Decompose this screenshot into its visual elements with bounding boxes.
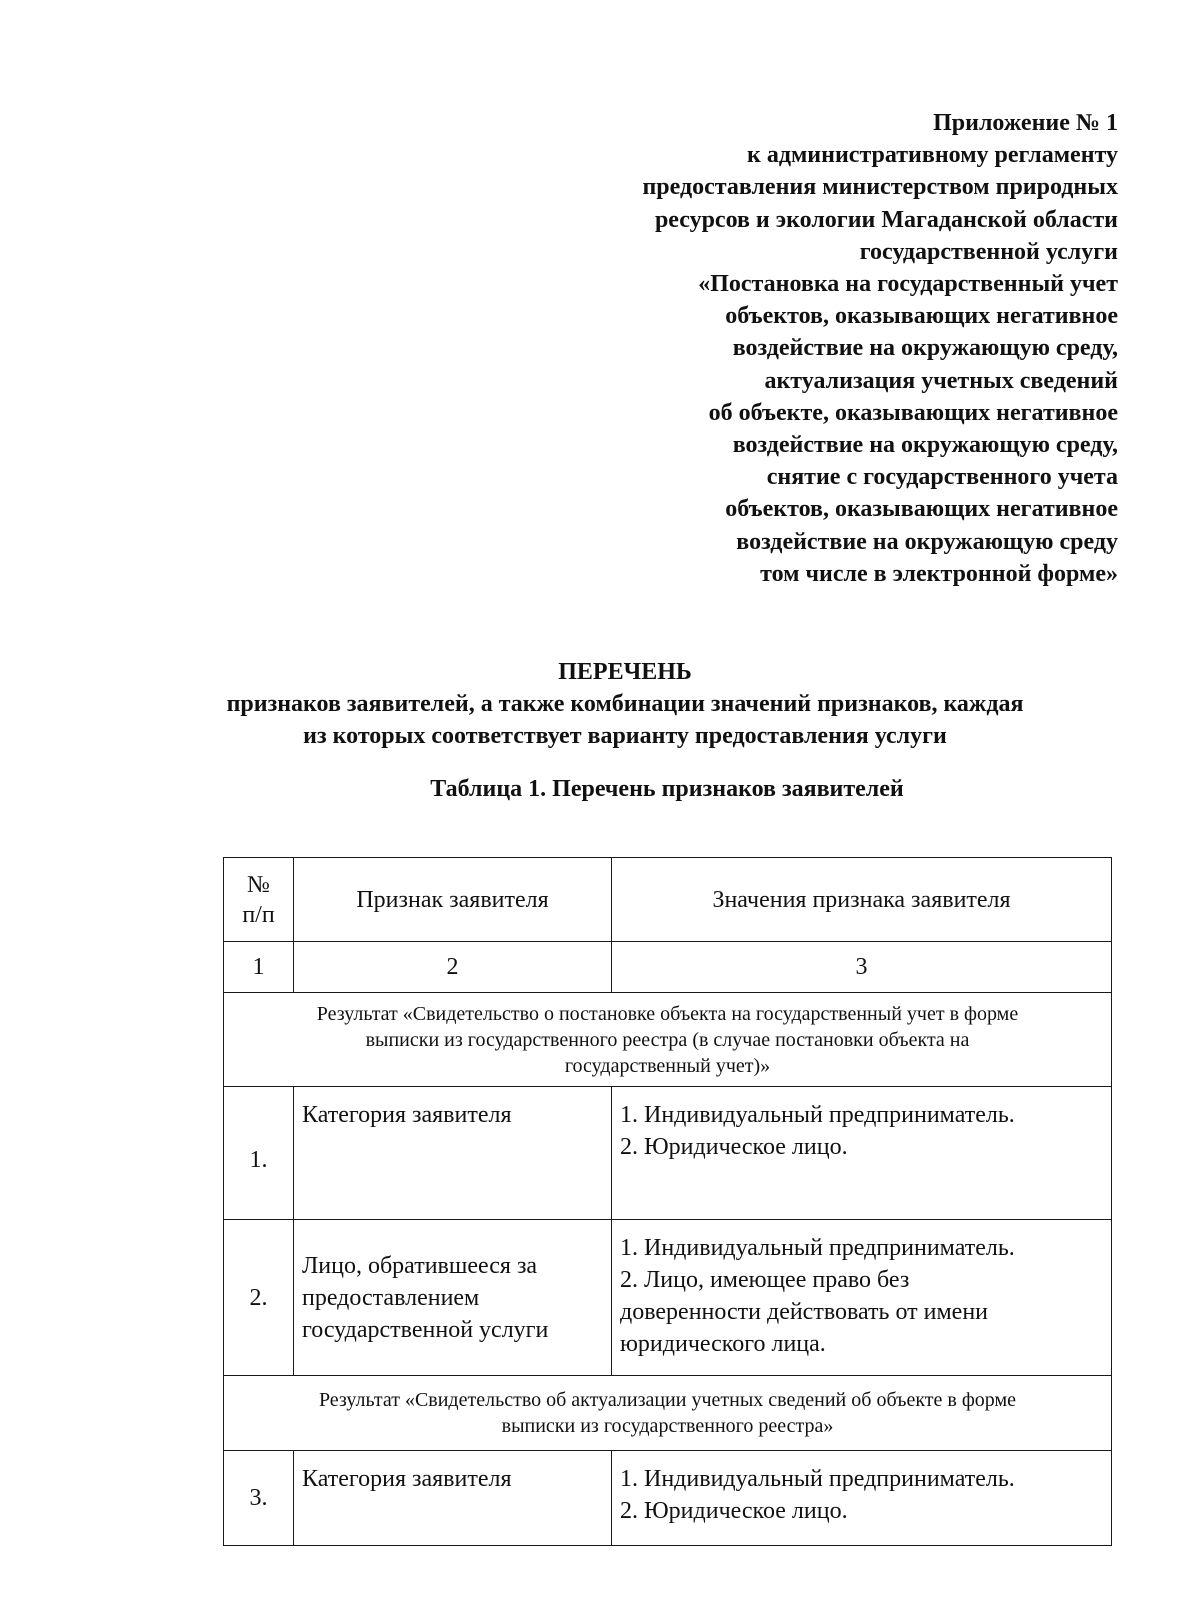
document-heading: [200, 656, 1050, 752]
table-header-row: [224, 858, 1112, 942]
appendix-line: объектов, оказывающих негативное: [725, 496, 1118, 523]
row-number: 1.: [224, 1087, 294, 1220]
row-values: 1. Индивидуальный предприниматель. 2. Юридическое лицо.: [612, 1451, 1112, 1546]
appendix-line: «Постановка на государственный учет: [698, 271, 1118, 298]
column-number-row: [224, 942, 1112, 993]
table-caption: Таблица 1. Перечень признаков заявителей: [430, 776, 904, 802]
column-number-cell: 1: [224, 942, 294, 993]
table-row: [224, 1220, 1112, 1376]
row-number: 2.: [224, 1220, 294, 1376]
appendix-block: [498, 107, 1118, 590]
header-cell-attribute: Признак заявителя: [294, 858, 612, 942]
column-number-cell: 3: [612, 942, 1112, 993]
appendix-line: снятие с государственного учета: [766, 464, 1118, 491]
appendix-line: предоставления министерством природных: [642, 174, 1118, 201]
header-cell-values: Значения признака заявителя: [612, 858, 1112, 942]
result-row: [224, 1376, 1112, 1451]
table-row: [224, 1451, 1112, 1546]
appendix-line: воздействие на окружающую среду,: [732, 432, 1118, 459]
result-cell: Результат «Свидетельство о постановке объекта на государственный учет в форме выписки из государственного реестра (в случае постановки объекта на государственный учет)»: [224, 993, 1112, 1087]
appendix-line: воздействие на окружающую среду,: [732, 335, 1118, 362]
appendix-line: актуализация учетных сведений: [764, 367, 1118, 394]
appendix-line: ресурсов и экологии Магаданской области: [654, 206, 1118, 233]
heading-title: ПЕРЕЧЕНЬ: [558, 659, 692, 685]
row-values: 1. Индивидуальный предприниматель. 2. Юридическое лицо.: [612, 1087, 1112, 1220]
header-cell-number: № п/п: [224, 858, 294, 942]
row-attribute: Категория заявителя: [294, 1451, 612, 1546]
result-row: [224, 993, 1112, 1087]
appendix-line: к административному регламенту: [746, 142, 1118, 169]
appendix-line: том числе в электронной форме»: [760, 560, 1118, 587]
applicant-attributes-table: [223, 857, 1112, 1546]
row-number: 3.: [224, 1451, 294, 1546]
appendix-line: воздействие на окружающую среду: [736, 528, 1118, 555]
appendix-line: государственной услуги: [859, 238, 1118, 265]
table-row: [224, 1087, 1112, 1220]
appendix-line: объектов, оказывающих негативное: [725, 303, 1118, 330]
heading-subtitle-line: из которых соответствует варианту предоставления услуги: [303, 723, 947, 749]
appendix-line: об объекте, оказывающих негативное: [708, 399, 1118, 426]
column-number-cell: 2: [294, 942, 612, 993]
appendix-line: Приложение № 1: [933, 110, 1118, 136]
row-values: 1. Индивидуальный предприниматель. 2. Лицо, имеющее право без доверенности действовать от имени юридического лица.: [612, 1220, 1112, 1376]
row-attribute: Лицо, обратившееся за предоставлением государственной услуги: [294, 1220, 612, 1376]
heading-subtitle-line: признаков заявителей, а также комбинации значений признаков, каждая: [226, 691, 1024, 717]
row-attribute: Категория заявителя: [294, 1087, 612, 1220]
result-cell: Результат «Свидетельство об актуализации учетных сведений об объекте в форме выписки из государственного реестра»: [224, 1376, 1112, 1451]
